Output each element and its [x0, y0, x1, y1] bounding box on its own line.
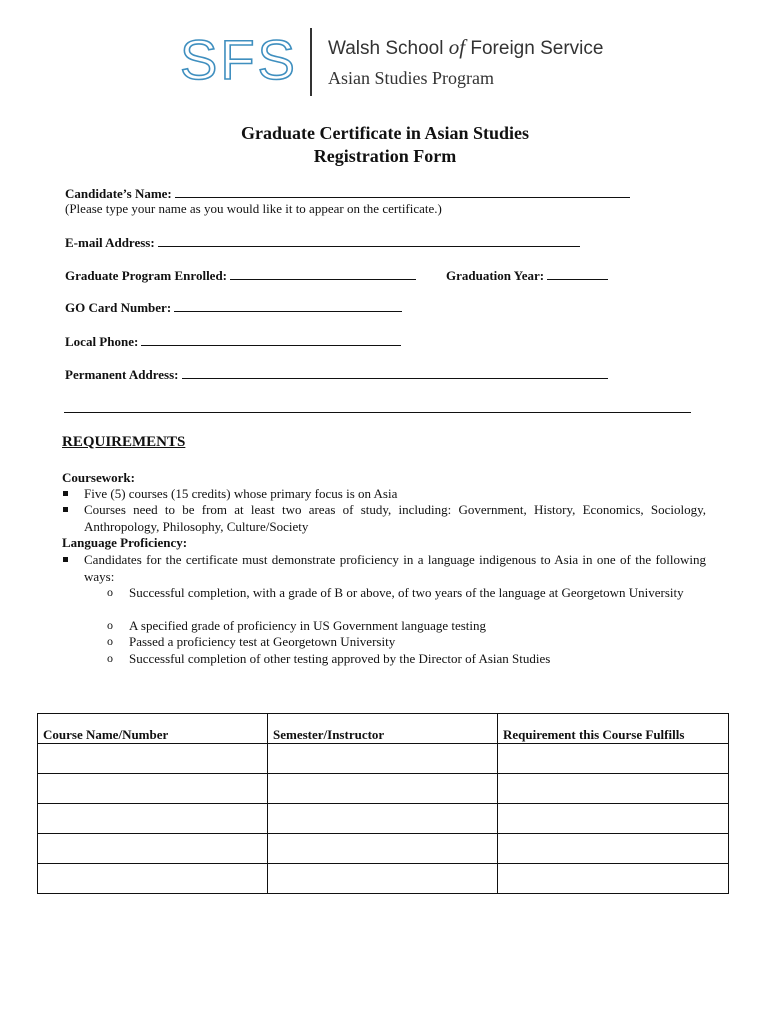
- semester-instructor-cell[interactable]: [268, 804, 498, 834]
- graduation-year-field[interactable]: [446, 267, 608, 284]
- sfs-logo-mark: SFS: [180, 28, 298, 91]
- sub-bullet-icon: o: [107, 634, 113, 648]
- table-row: [38, 834, 729, 864]
- table-row: [38, 744, 729, 774]
- requirement-cell[interactable]: [498, 774, 729, 804]
- email-line[interactable]: [158, 234, 580, 247]
- sub-bullet-icon: o: [107, 618, 113, 632]
- column-header-course: [38, 714, 268, 744]
- go-card-field[interactable]: [65, 299, 402, 316]
- language-way: Successful completion, with a grade of B or above, of two years of the language at Georgetown University: [129, 585, 684, 600]
- program-enrolled-line[interactable]: [230, 267, 416, 280]
- column-header-semester-label: Semester/Instructor: [273, 727, 385, 742]
- course-name-cell[interactable]: [38, 834, 268, 864]
- program-name: Asian Studies Program: [328, 68, 494, 88]
- table-row: [38, 804, 729, 834]
- language-label: Language Proficiency:: [62, 535, 188, 550]
- column-header-requirement-label: Requirement this Course Fulfills: [503, 727, 685, 742]
- go-card-line[interactable]: [174, 299, 402, 312]
- permanent-address-line[interactable]: [182, 366, 608, 379]
- form-subtitle: Registration Form: [313, 146, 457, 166]
- permanent-address-field[interactable]: [65, 366, 608, 383]
- course-table: [37, 713, 729, 894]
- graduation-year-line[interactable]: [547, 267, 608, 280]
- coursework-item: Courses need to be from at least two areas of study, including: Government, History, Economics, Sociology, Anthropology, Philosophy, Culture/Society: [84, 502, 706, 534]
- course-name-cell[interactable]: [38, 804, 268, 834]
- sub-bullet-icon: o: [107, 585, 113, 599]
- permanent-address-label: Permanent Address:: [65, 367, 179, 382]
- school-name: [328, 35, 603, 60]
- requirement-cell[interactable]: [498, 864, 729, 894]
- address-continuation-line[interactable]: [64, 412, 691, 413]
- language-intro: Candidates for the certificate must demonstrate proficiency in a language indigenous to Asia in one of the following ways:: [84, 552, 706, 584]
- requirements-heading: REQUIREMENTS: [62, 434, 186, 450]
- semester-instructor-cell[interactable]: [268, 744, 498, 774]
- language-way: Successful completion of other testing approved by the Director of Asian Studies: [129, 651, 551, 666]
- program-enrolled-label: Graduate Program Enrolled:: [65, 268, 228, 283]
- school-logo: [180, 28, 630, 98]
- requirement-cell[interactable]: [498, 834, 729, 864]
- candidate-name-label: Candidate’s Name:: [65, 186, 172, 201]
- go-card-label: GO Card Number:: [65, 300, 172, 315]
- language-way: A specified grade of proficiency in US Government language testing: [129, 618, 487, 633]
- email-label: E-mail Address:: [65, 235, 155, 250]
- requirement-cell[interactable]: [498, 804, 729, 834]
- bullet-icon: [63, 507, 68, 512]
- candidate-name-line[interactable]: [175, 185, 630, 198]
- sub-bullet-icon: o: [107, 651, 113, 665]
- bullet-icon: [63, 557, 68, 562]
- semester-instructor-cell[interactable]: [268, 864, 498, 894]
- program-enrolled-field[interactable]: [65, 267, 416, 284]
- candidate-name-note: (Please type your name as you would like it to appear on the certificate.): [65, 201, 442, 216]
- table-row: [38, 774, 729, 804]
- requirement-cell[interactable]: [498, 744, 729, 774]
- logo-divider: [310, 28, 312, 96]
- local-phone-field[interactable]: [65, 333, 401, 350]
- table-header-row: [38, 714, 729, 744]
- candidate-name-field[interactable]: [65, 185, 630, 202]
- course-name-cell[interactable]: [38, 774, 268, 804]
- local-phone-label: Local Phone:: [65, 334, 139, 349]
- school-name-of: of: [448, 35, 466, 59]
- coursework-item: Five (5) courses (15 credits) whose primary focus is on Asia: [84, 486, 398, 501]
- graduation-year-label: Graduation Year:: [446, 268, 545, 283]
- course-name-cell[interactable]: [38, 864, 268, 894]
- local-phone-line[interactable]: [141, 333, 401, 346]
- column-header-requirement: [498, 714, 729, 744]
- table-row: [38, 864, 729, 894]
- column-header-semester: [268, 714, 498, 744]
- form-title: Graduate Certificate in Asian Studies: [241, 123, 529, 143]
- school-name-part2: Foreign Service: [465, 38, 604, 59]
- bullet-icon: [63, 491, 68, 496]
- semester-instructor-cell[interactable]: [268, 834, 498, 864]
- column-header-course-label: Course Name/Number: [43, 727, 169, 742]
- semester-instructor-cell[interactable]: [268, 774, 498, 804]
- school-name-part1: Walsh School: [328, 38, 449, 59]
- course-name-cell[interactable]: [38, 744, 268, 774]
- language-way: Passed a proficiency test at Georgetown University: [129, 634, 396, 649]
- coursework-label: Coursework:: [62, 470, 135, 485]
- email-field[interactable]: [65, 234, 580, 251]
